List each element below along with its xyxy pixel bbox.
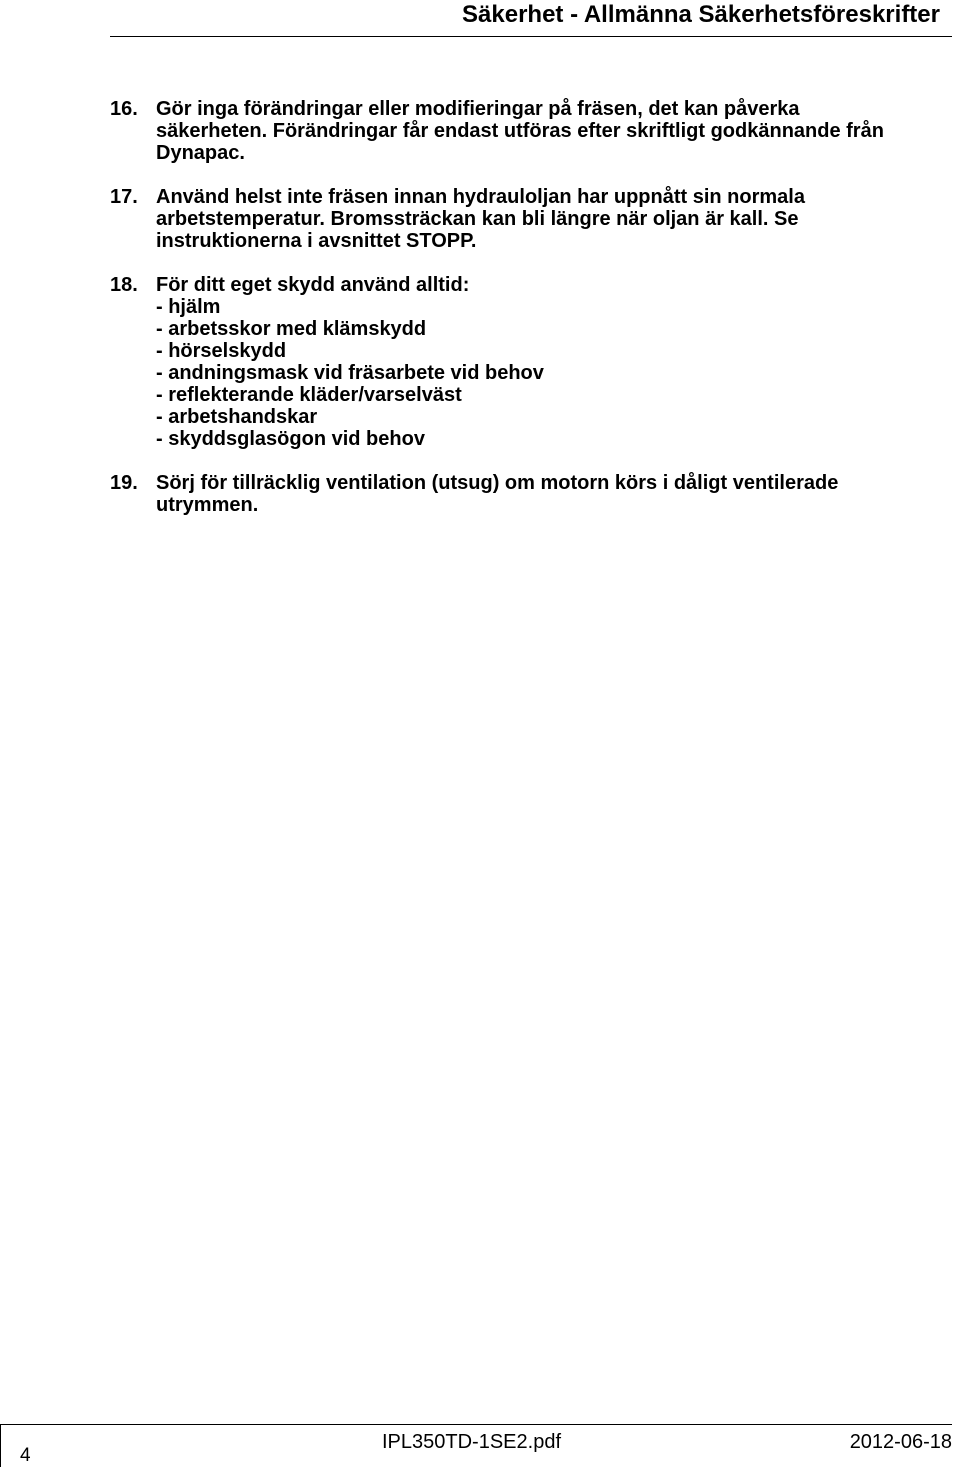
footer-divider-left bbox=[0, 1424, 1, 1467]
safety-instruction-list bbox=[110, 98, 930, 538]
list-item-16 bbox=[110, 98, 930, 164]
item-line: säkerheten. Förändringar får endast utföras efter skriftligt godkännande från bbox=[156, 120, 884, 142]
item-line: - arbetsskor med klämskydd bbox=[156, 318, 427, 340]
item-text bbox=[156, 186, 930, 252]
item-line: - skyddsglasögon vid behov bbox=[156, 428, 425, 450]
item-number: 17. bbox=[110, 186, 138, 208]
item-line: - hjälm bbox=[156, 296, 221, 318]
item-number: 18. bbox=[110, 274, 138, 296]
footer-filename: IPL350TD-1SE2.pdf bbox=[382, 1431, 561, 1453]
item-line: instruktionerna i avsnittet STOPP. bbox=[156, 230, 477, 252]
page-number: 4 bbox=[20, 1445, 31, 1466]
item-text bbox=[156, 472, 930, 516]
item-line: - andningsmask vid fräsarbete vid behov bbox=[156, 362, 544, 384]
footer-date: 2012-06-18 bbox=[849, 1431, 952, 1453]
footer-divider bbox=[0, 1424, 952, 1425]
item-line: - reflekterande kläder/varselväst bbox=[156, 384, 462, 406]
item-line: utrymmen. bbox=[156, 494, 259, 516]
list-item-19 bbox=[110, 472, 930, 516]
item-line: Gör inga förändringar eller modifieringar på fräsen, det kan påverka bbox=[156, 98, 800, 120]
header-divider bbox=[110, 36, 952, 37]
item-number: 16. bbox=[110, 98, 138, 120]
list-item-18 bbox=[110, 274, 930, 450]
page-header-title: Säkerhet - Allmänna Säkerhetsföreskrifter bbox=[462, 1, 940, 28]
item-line: Använd helst inte fräsen innan hydrauloljan har uppnått sin normala bbox=[156, 186, 805, 208]
item-line: arbetstemperatur. Bromssträckan kan bli längre när oljan är kall. Se bbox=[156, 208, 799, 230]
item-number: 19. bbox=[110, 472, 138, 494]
item-line: - hörselskydd bbox=[156, 340, 287, 362]
list-item-17 bbox=[110, 186, 930, 252]
item-line: Sörj för tillräcklig ventilation (utsug) om motorn körs i dåligt ventilerade bbox=[156, 472, 839, 494]
item-text bbox=[156, 274, 930, 450]
item-line: För ditt eget skydd använd alltid: bbox=[156, 274, 470, 296]
item-line: - arbetshandskar bbox=[156, 406, 318, 428]
item-text bbox=[156, 98, 930, 164]
item-line: Dynapac. bbox=[156, 142, 245, 164]
